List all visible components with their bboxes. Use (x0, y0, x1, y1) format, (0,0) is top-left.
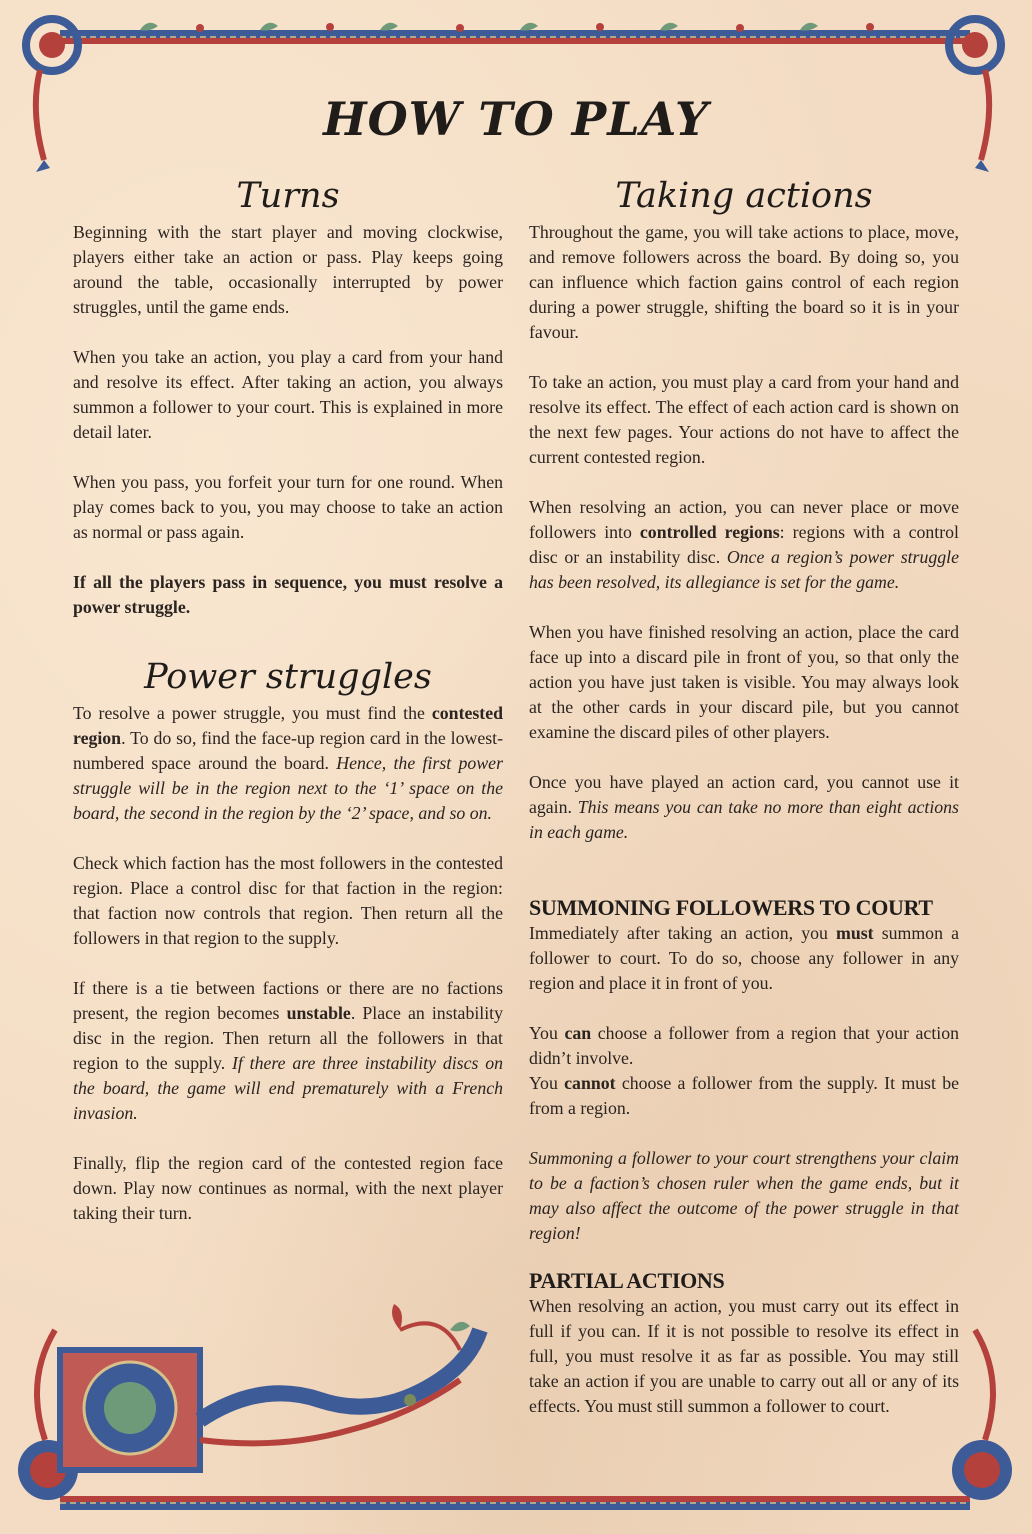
summoning-paragraph-3: You cannot choose a follower from the supply. It must be from a region. (529, 1073, 959, 1118)
actions-paragraph-5: Once you have played an action card, you cannot use it again. This means you can take no more than eight actions in each game. (529, 772, 959, 842)
bottom-right-corner-ornament (952, 1330, 1012, 1500)
bottom-left-corner-ornament (18, 1330, 78, 1500)
subheading-partial-actions: PARTIAL ACTIONS (529, 1268, 725, 1293)
power-paragraph-3: If there is a tie between factions or there are no factions present, the region becomes unstable. Place an instability disc in the region. Then return all the followers in that region to the supply. If there are three instability discs on the board, the game will end prematurely with a French invasion. (73, 978, 503, 1123)
illuminated-flourish (60, 1304, 480, 1470)
summoning-paragraph-2: You can choose a follower from a region that your action didn’t involve. (529, 1023, 959, 1068)
partial-paragraph-1: When resolving an action, you must carry out its effect in full if you can. If it is not possible to resolve its effect in full, you must resolve it as far as possible. You may still take an action if you are unable to carry out all or any of its effects. You must still summon a follower to court. (529, 1296, 959, 1416)
summoning-paragraph-4: Summoning a follower to your court strengthens your claim to be a faction’s chosen ruler when the game ends, but it may also affect the outcome of the power struggle in that region! (529, 1148, 959, 1243)
turns-paragraph-4: If all the players pass in sequence, you must resolve a power struggle. (73, 572, 503, 617)
summoning-paragraph-1: Immediately after taking an action, you must summon a follower to court. To do so, choose any follower in any region and place it in front of you. (529, 923, 959, 993)
actions-paragraph-1: Throughout the game, you will take actions to place, move, and remove followers across the board. By doing so, you can influence which faction gains control of each region during a power struggle, shifting the board so it is in your favour. (529, 222, 959, 342)
actions-paragraph-3: When resolving an action, you can never place or move followers into controlled regions: regions with a control disc or an instability disc. Once a region’s power struggle has been resolved, its allegiance is set for the game. (529, 497, 960, 592)
page-title: HOW TO PLAY (323, 92, 709, 146)
actions-paragraph-4: When you have finished resolving an action, place the card face up into a discard pile in front of you, so that only the action you have just taken is visible. You may always look at the other cards in your discard pile, but you cannot examine the discard piles of other players. (529, 622, 959, 742)
section-heading-turns: Turns (236, 176, 340, 216)
actions-paragraph-2: To take an action, you must play a card from your hand and resolve its effect. The effect of each action card is shown on the next few pages. Your actions do not have to affect the current contested region. (529, 372, 959, 467)
turns-paragraph-1: Beginning with the start player and moving clockwise, players either take an action or pass. Play keeps going around the table, occasionally interrupted by power struggles, until the game ends. (73, 222, 503, 317)
left-column (73, 172, 503, 1226)
top-border-bar (60, 30, 970, 44)
turns-paragraph-2: When you take an action, you play a card from your hand and resolve its effect. After taking an action, you always summon a follower to your court. This is explained in more detail later. (73, 347, 503, 442)
power-paragraph-4: Finally, flip the region card of the contested region face down. Play now continues as normal, with the next player taking their turn. (73, 1153, 503, 1223)
power-paragraph-2: Check which faction has the most followers in the contested region. Place a control disc for that faction in the region: that faction now controls that region. Then return all the followers in that region to the supply. (73, 853, 503, 948)
subheading-summoning: SUMMONING FOLLOWERS TO COURT (529, 895, 933, 920)
power-paragraph-1: To resolve a power struggle, you must find the contested region. To do so, find the face-up region card in the lowest-numbered space around the board. Hence, the first power struggle will be in the region next to the ‘1’ space on the board, the second in the region by the ‘2’ space, and so on. (73, 703, 503, 823)
section-heading-power-struggles: Power struggles (144, 657, 432, 697)
turns-paragraph-3: When you pass, you forfeit your turn for one round. When play comes back to you, you may choose to take an action as normal or pass again. (73, 472, 503, 542)
section-heading-taking-actions: Taking actions (615, 176, 873, 216)
bottom-border-bar (60, 1496, 970, 1510)
right-column (529, 172, 959, 1419)
